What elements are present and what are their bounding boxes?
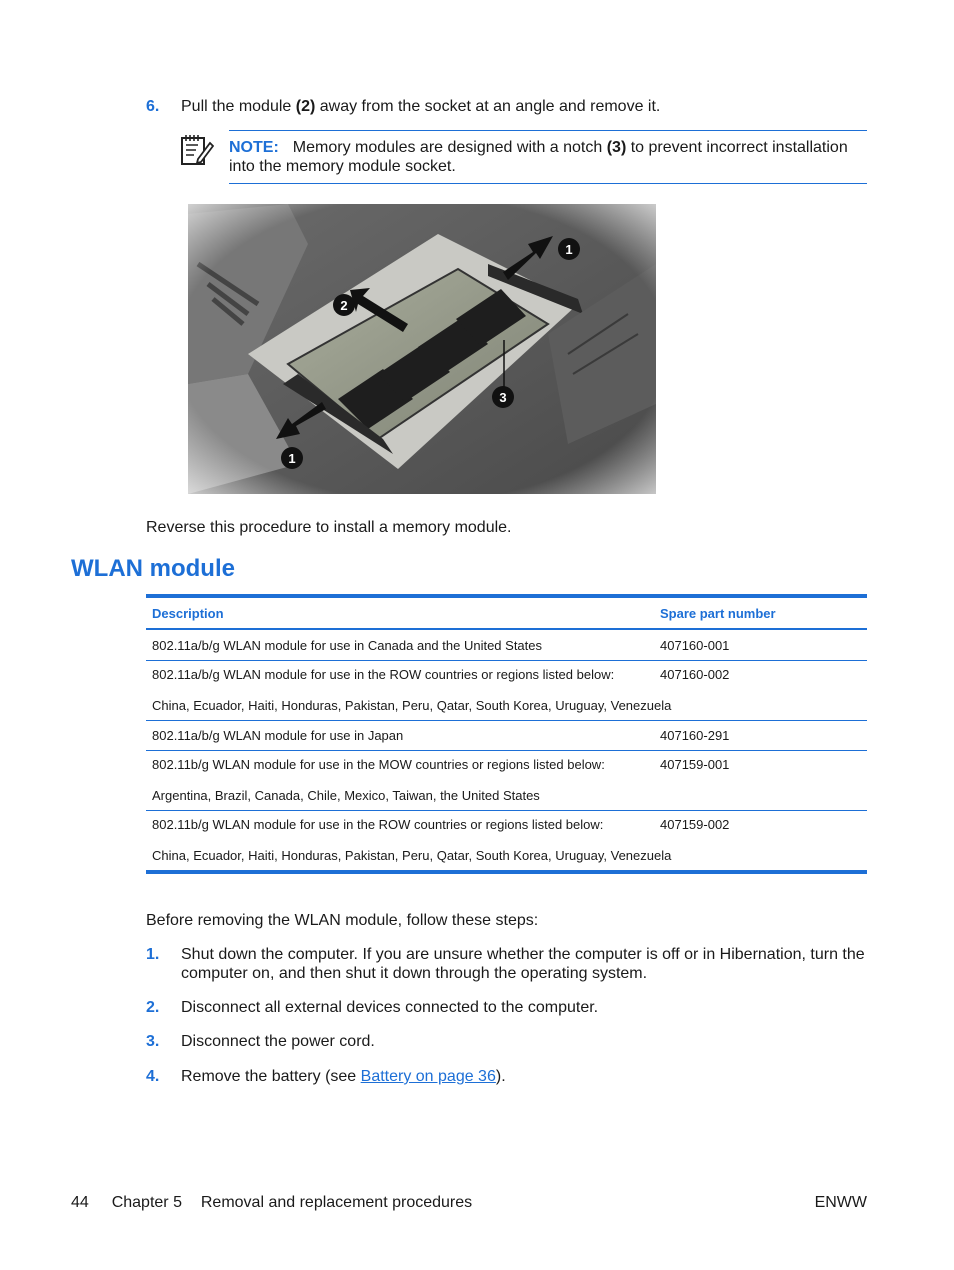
step-number: 4. bbox=[146, 1068, 160, 1085]
table-row-desc: 802.11b/g WLAN module for use in the ROW countries or regions listed below: bbox=[152, 817, 604, 832]
table-row-desc: 802.11a/b/g WLAN module for use in Canada and the United States bbox=[152, 638, 543, 653]
step-text-post: ). bbox=[495, 1068, 506, 1085]
footer-left bbox=[71, 1193, 472, 1212]
chapter-title: Removal and replacement procedures bbox=[200, 1194, 473, 1211]
footer-right: ENWW bbox=[814, 1194, 867, 1211]
table-row-sub: China, Ecuador, Haiti, Honduras, Pakistan, Peru, Qatar, South Korea, Uruguay, Venezuela bbox=[152, 848, 672, 863]
memory-module-photo bbox=[188, 204, 656, 494]
page-number: 44 bbox=[71, 1194, 89, 1211]
step-number: 2. bbox=[146, 999, 160, 1016]
note-callout: (3) bbox=[606, 139, 627, 156]
table-bottom-rule bbox=[146, 870, 867, 874]
table-top-rule bbox=[146, 594, 867, 598]
step-number: 1. bbox=[146, 946, 160, 963]
table-row-part: 407159-001 bbox=[660, 757, 730, 772]
row-divider bbox=[146, 750, 867, 751]
step-callout: (2) bbox=[295, 98, 316, 115]
note-label: NOTE: bbox=[229, 139, 279, 156]
table-header-rule bbox=[146, 628, 867, 630]
row-divider bbox=[146, 660, 867, 661]
table-row-desc: 802.11a/b/g WLAN module for use in the ROW countries or regions listed below: bbox=[152, 667, 615, 682]
step-text-pre: Remove the battery (see bbox=[181, 1068, 361, 1085]
step-number: 3. bbox=[146, 1033, 160, 1050]
header-description: Description bbox=[152, 606, 224, 621]
step-text-pre: Pull the module bbox=[181, 98, 296, 115]
section-title: WLAN module bbox=[71, 555, 235, 582]
table-row-desc: 802.11a/b/g WLAN module for use in Japan bbox=[152, 728, 404, 743]
step-text bbox=[181, 1067, 871, 1086]
table-row-desc: 802.11b/g WLAN module for use in the MOW countries or regions listed below: bbox=[152, 757, 605, 772]
table-row-sub: China, Ecuador, Haiti, Honduras, Pakistan, Peru, Qatar, South Korea, Uruguay, Venezuela bbox=[152, 698, 672, 713]
step-text: Disconnect the power cord. bbox=[181, 1033, 375, 1050]
step-number: 6. bbox=[146, 98, 160, 115]
step-text: Disconnect all external devices connected to the computer. bbox=[181, 999, 599, 1016]
note-text bbox=[229, 138, 869, 176]
note-box bbox=[229, 130, 867, 184]
before-removing-text: Before removing the WLAN module, follow these steps: bbox=[146, 912, 539, 929]
note-icon bbox=[180, 131, 214, 167]
row-divider bbox=[146, 720, 867, 721]
step-text-post: away from the socket at an angle and remove it. bbox=[315, 98, 661, 115]
row-divider bbox=[146, 810, 867, 811]
header-spare-part: Spare part number bbox=[660, 606, 776, 621]
step-text: Shut down the computer. If you are unsure whether the computer is off or in Hibernation, turn the computer on, and then shut it down through the operating system. bbox=[181, 946, 865, 982]
table-row-sub: Argentina, Brazil, Canada, Chile, Mexico, Taiwan, the United States bbox=[152, 788, 540, 803]
table-row-part: 407159-002 bbox=[660, 817, 730, 832]
reverse-procedure-text: Reverse this procedure to install a memory module. bbox=[146, 519, 512, 536]
chapter-label: Chapter 5 bbox=[111, 1194, 182, 1211]
note-text-post: to prevent incorrect installation into the memory module socket. bbox=[229, 139, 848, 175]
note-text-pre: Memory modules are designed with a notch bbox=[292, 139, 607, 156]
table-row-part: 407160-291 bbox=[660, 728, 730, 743]
table-row-part: 407160-002 bbox=[660, 667, 730, 682]
battery-link[interactable]: Battery on page 36 bbox=[360, 1068, 496, 1085]
table-row-part: 407160-001 bbox=[660, 638, 730, 653]
step-text bbox=[181, 97, 871, 116]
